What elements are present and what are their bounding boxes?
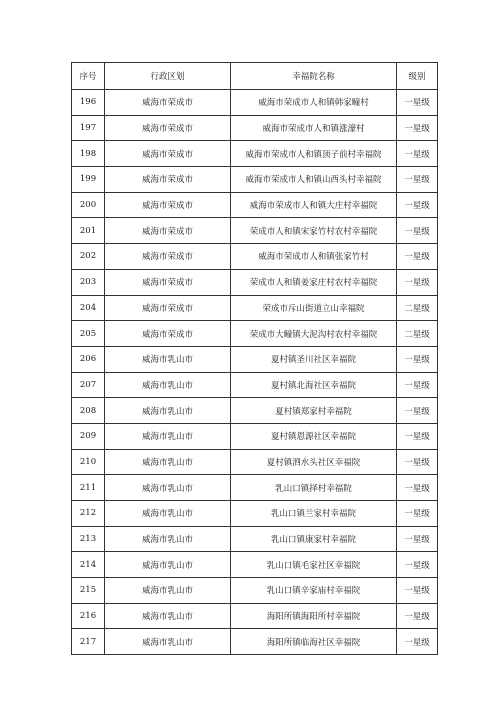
cell-administrative-region: 威海市乳山市 — [105, 552, 231, 578]
cell-serial-number: 209 — [72, 423, 105, 449]
cell-administrative-region: 威海市乳山市 — [105, 423, 231, 449]
cell-level: 一星级 — [397, 501, 438, 527]
cell-administrative-region: 威海市荣成市 — [105, 192, 231, 218]
cell-welfare-home-name: 荣成市大疃镇大泥沟村农村幸福院 — [231, 321, 397, 347]
table-row — [72, 603, 438, 629]
cell-level: 一星级 — [397, 141, 438, 167]
cell-serial-number: 202 — [72, 244, 105, 270]
cell-level: 一星级 — [397, 449, 438, 475]
cell-welfare-home-name: 夏村镇泗水头社区幸福院 — [231, 449, 397, 475]
cell-welfare-home-name: 荣成市斥山街道立山幸福院 — [231, 295, 397, 321]
table-header-row — [72, 63, 438, 90]
cell-serial-number: 197 — [72, 115, 105, 141]
cell-serial-number: 201 — [72, 218, 105, 244]
cell-administrative-region: 威海市乳山市 — [105, 578, 231, 604]
table-row — [72, 501, 438, 527]
cell-level: 一星级 — [397, 218, 438, 244]
cell-level: 二星级 — [397, 295, 438, 321]
cell-administrative-region: 威海市乳山市 — [105, 346, 231, 372]
cell-level: 一星级 — [397, 578, 438, 604]
cell-administrative-region: 威海市乳山市 — [105, 526, 231, 552]
cell-serial-number: 215 — [72, 578, 105, 604]
cell-level: 一星级 — [397, 398, 438, 424]
table-row — [72, 115, 438, 141]
cell-serial-number: 214 — [72, 552, 105, 578]
header-serial-number: 序号 — [72, 63, 105, 90]
table-row — [72, 218, 438, 244]
cell-serial-number: 208 — [72, 398, 105, 424]
cell-serial-number: 205 — [72, 321, 105, 347]
cell-welfare-home-name: 乳山口镇择村幸福院 — [231, 475, 397, 501]
table-row — [72, 372, 438, 398]
table-row — [72, 423, 438, 449]
cell-welfare-home-name: 威海市荣成市人和镇涨濠村 — [231, 115, 397, 141]
table-row — [72, 475, 438, 501]
table-row — [72, 295, 438, 321]
cell-welfare-home-name: 荣成市人和镇姜家庄村农村幸福院 — [231, 269, 397, 295]
welfare-home-table — [71, 62, 438, 655]
cell-administrative-region: 威海市荣成市 — [105, 244, 231, 270]
cell-serial-number: 217 — [72, 629, 105, 655]
cell-welfare-home-name: 海阳所镇临海社区幸福院 — [231, 629, 397, 655]
cell-serial-number: 196 — [72, 90, 105, 116]
cell-serial-number: 203 — [72, 269, 105, 295]
cell-serial-number: 213 — [72, 526, 105, 552]
cell-welfare-home-name: 乳山口镇康家村幸福院 — [231, 526, 397, 552]
cell-administrative-region: 威海市乳山市 — [105, 501, 231, 527]
cell-administrative-region: 威海市乳山市 — [105, 398, 231, 424]
header-level: 级别 — [397, 63, 438, 90]
cell-welfare-home-name: 威海市荣成市人和镇山西头村幸福院 — [231, 167, 397, 193]
table-row — [72, 526, 438, 552]
cell-level: 一星级 — [397, 90, 438, 116]
cell-level: 一星级 — [397, 372, 438, 398]
table-row — [72, 346, 438, 372]
cell-welfare-home-name: 乳山口镇毛家社区幸福院 — [231, 552, 397, 578]
document-page — [71, 62, 437, 655]
cell-serial-number: 198 — [72, 141, 105, 167]
cell-welfare-home-name: 威海市荣成市人和镇韩家疃村 — [231, 90, 397, 116]
table-row — [72, 192, 438, 218]
table-row — [72, 141, 438, 167]
table-row — [72, 244, 438, 270]
cell-level: 一星级 — [397, 269, 438, 295]
cell-welfare-home-name: 威海市荣成市人和镇大庄村幸福院 — [231, 192, 397, 218]
cell-administrative-region: 威海市荣成市 — [105, 115, 231, 141]
table-row — [72, 269, 438, 295]
header-administrative-region: 行政区划 — [105, 63, 231, 90]
cell-serial-number: 212 — [72, 501, 105, 527]
cell-serial-number: 200 — [72, 192, 105, 218]
cell-administrative-region: 威海市荣成市 — [105, 295, 231, 321]
cell-level: 一星级 — [397, 475, 438, 501]
cell-serial-number: 206 — [72, 346, 105, 372]
cell-welfare-home-name: 夏村镇恩源社区幸福院 — [231, 423, 397, 449]
table-row — [72, 552, 438, 578]
cell-level: 一星级 — [397, 552, 438, 578]
cell-welfare-home-name: 荣成市人和镇宋家竹村农村幸福院 — [231, 218, 397, 244]
cell-welfare-home-name: 乳山口镇辛家庙村幸福院 — [231, 578, 397, 604]
table-row — [72, 629, 438, 655]
cell-level: 一星级 — [397, 167, 438, 193]
cell-level: 一星级 — [397, 192, 438, 218]
cell-welfare-home-name: 夏村镇郑家村幸福院 — [231, 398, 397, 424]
cell-serial-number: 204 — [72, 295, 105, 321]
cell-level: 二星级 — [397, 321, 438, 347]
cell-welfare-home-name: 夏村镇圣川社区幸福院 — [231, 346, 397, 372]
cell-serial-number: 216 — [72, 603, 105, 629]
cell-administrative-region: 威海市乳山市 — [105, 475, 231, 501]
cell-administrative-region: 威海市荣成市 — [105, 90, 231, 116]
table-row — [72, 321, 438, 347]
cell-administrative-region: 威海市荣成市 — [105, 269, 231, 295]
table-row — [72, 398, 438, 424]
cell-level: 一星级 — [397, 115, 438, 141]
cell-welfare-home-name: 乳山口镇兰家村幸福院 — [231, 501, 397, 527]
cell-administrative-region: 威海市荣成市 — [105, 167, 231, 193]
cell-welfare-home-name: 夏村镇北海社区幸福院 — [231, 372, 397, 398]
cell-administrative-region: 威海市乳山市 — [105, 449, 231, 475]
cell-administrative-region: 威海市荣成市 — [105, 321, 231, 347]
cell-level: 一星级 — [397, 346, 438, 372]
cell-serial-number: 211 — [72, 475, 105, 501]
cell-administrative-region: 威海市乳山市 — [105, 629, 231, 655]
cell-administrative-region: 威海市乳山市 — [105, 372, 231, 398]
table-row — [72, 90, 438, 116]
cell-serial-number: 210 — [72, 449, 105, 475]
cell-welfare-home-name: 威海市荣成市人和镇张家竹村 — [231, 244, 397, 270]
table-row — [72, 167, 438, 193]
cell-serial-number: 207 — [72, 372, 105, 398]
cell-administrative-region: 威海市荣成市 — [105, 218, 231, 244]
header-welfare-home-name: 幸福院名称 — [231, 63, 397, 90]
cell-administrative-region: 威海市荣成市 — [105, 141, 231, 167]
cell-level: 一星级 — [397, 603, 438, 629]
table-row — [72, 449, 438, 475]
cell-welfare-home-name: 海阳所镇海阳所村幸福院 — [231, 603, 397, 629]
cell-level: 一星级 — [397, 423, 438, 449]
table-row — [72, 578, 438, 604]
cell-welfare-home-name: 威海市荣成市人和镇顶子前村幸福院 — [231, 141, 397, 167]
cell-serial-number: 199 — [72, 167, 105, 193]
cell-level: 一星级 — [397, 244, 438, 270]
cell-level: 一星级 — [397, 526, 438, 552]
cell-administrative-region: 威海市乳山市 — [105, 603, 231, 629]
cell-level: 一星级 — [397, 629, 438, 655]
